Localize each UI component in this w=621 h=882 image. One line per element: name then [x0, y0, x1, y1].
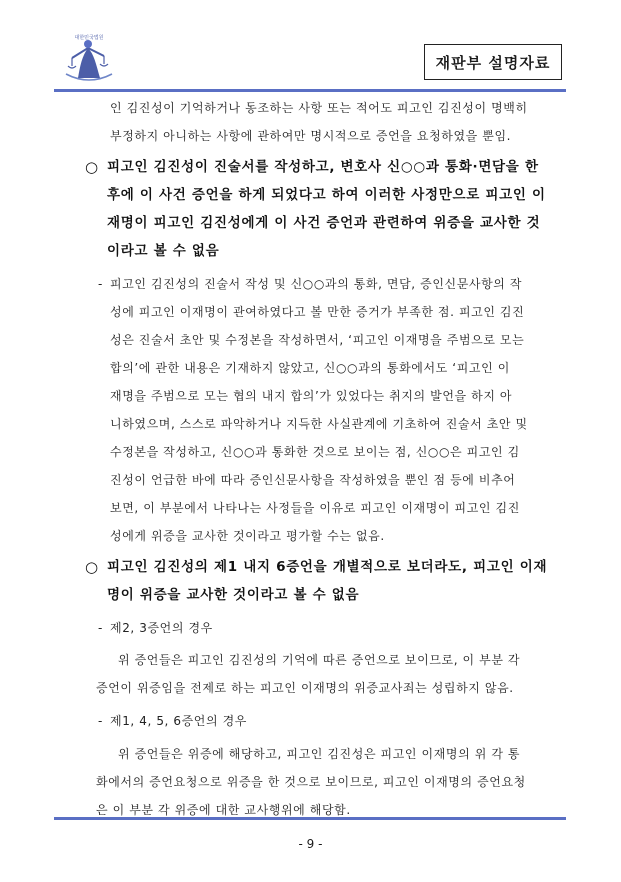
- bullet-heading-line: 피고인 김진성의 제1 내지 6증언을 개별적으로 보더라도, 피고인 이재: [107, 559, 548, 575]
- bullet-heading-line: 이라고 볼 수 없음: [107, 243, 220, 259]
- text-line: 성은 진술서 초안 및 수정본을 작성하면서, ‘피고인 이재명을 주범으로 모는: [110, 333, 525, 347]
- text-line: 합의’에 관한 내용은 기재하지 않았고, 신○○과의 통화에서도 ‘피고인 이: [110, 361, 510, 375]
- text-line: 성에게 위증을 교사한 것이라고 평가할 수는 없음.: [110, 529, 385, 543]
- text-line: 위 증언들은 피고인 김진성의 기억에 따른 증언으로 보이므로, 이 부분 각: [118, 653, 521, 667]
- circle-bullet: ○: [85, 158, 99, 176]
- bullet-heading-line: 후에 이 사건 증언을 하게 되었다고 하여 이러한 사정만으로 피고인 이: [107, 187, 546, 203]
- text-line: 피고인 김진성의 진술서 작성 및 신○○과의 통화, 면담, 증인신문사항의 작: [110, 277, 523, 291]
- bullet-heading-line: 명이 위증을 교사한 것이라고 볼 수 없음: [107, 587, 360, 603]
- document-type-label: 재판부 설명자료: [424, 44, 562, 80]
- text-line: 증언이 위증임을 전제로 하는 피고인 이재명의 위증교사죄는 성립하지 않음.: [96, 681, 514, 695]
- header-divider: [54, 89, 566, 92]
- text-line: 진성이 언급한 바에 따라 증인신문사항을 작성하였을 뿐인 점 등에 비추어: [110, 473, 516, 487]
- subsection-heading: 제2, 3증언의 경우: [110, 621, 213, 635]
- bullet-heading-line: 피고인 김진성이 진술서를 작성하고, 변호사 신○○과 통화·면담을 한: [107, 159, 539, 175]
- text-line: 수정본을 작성하고, 신○○과 통화한 것으로 보이는 점, 신○○은 피고인 김: [110, 445, 520, 459]
- text-line: 재명을 주범으로 모는 협의 내지 합의’가 있었다는 취지의 발언을 하지 아: [110, 389, 513, 403]
- circle-bullet: ○: [85, 558, 99, 576]
- subsection-heading: 제1, 4, 5, 6증언의 경우: [110, 714, 247, 728]
- text-line: 은 이 부분 각 위증에 대한 교사행위에 해당함.: [96, 803, 351, 817]
- dash-marker: -: [98, 714, 103, 728]
- dash-marker: -: [98, 277, 103, 291]
- text-line: 부정하지 아니하는 사항에 관하여만 명시적으로 증언을 요청하였을 뿐임.: [110, 129, 512, 143]
- svg-text:대한민국법원: 대한민국법원: [74, 35, 104, 41]
- bullet-heading-line: 재명이 피고인 김진성에게 이 사건 증언과 관련하여 위증을 교사한 것: [107, 215, 541, 231]
- text-line: 성에 피고인 이재명이 관여하였다고 볼 만한 증거가 부족한 점. 피고인 김진: [110, 305, 525, 319]
- text-line: 니하였으며, 스스로 파악하거나 지득한 사실관계에 기초하여 진술서 초안 및: [110, 417, 528, 431]
- text-line: 화에서의 증언요청으로 위증을 한 것으로 보이므로, 피고인 이재명의 증언요청: [96, 775, 526, 789]
- footer-divider: [54, 817, 566, 820]
- page-number: - 9 -: [298, 837, 323, 851]
- court-logo-icon: [58, 30, 120, 86]
- text-line: 인 김진성이 기억하거나 동조하는 사항 또는 적어도 피고인 김진성이 명백히: [110, 101, 528, 115]
- text-line: 위 증언들은 위증에 해당하고, 피고인 김진성은 피고인 이재명의 위 각 통: [118, 747, 521, 761]
- text-line: 보면, 이 부분에서 나타나는 사정들을 이유로 피고인 이재명이 피고인 김진: [110, 501, 520, 515]
- dash-marker: -: [98, 621, 103, 635]
